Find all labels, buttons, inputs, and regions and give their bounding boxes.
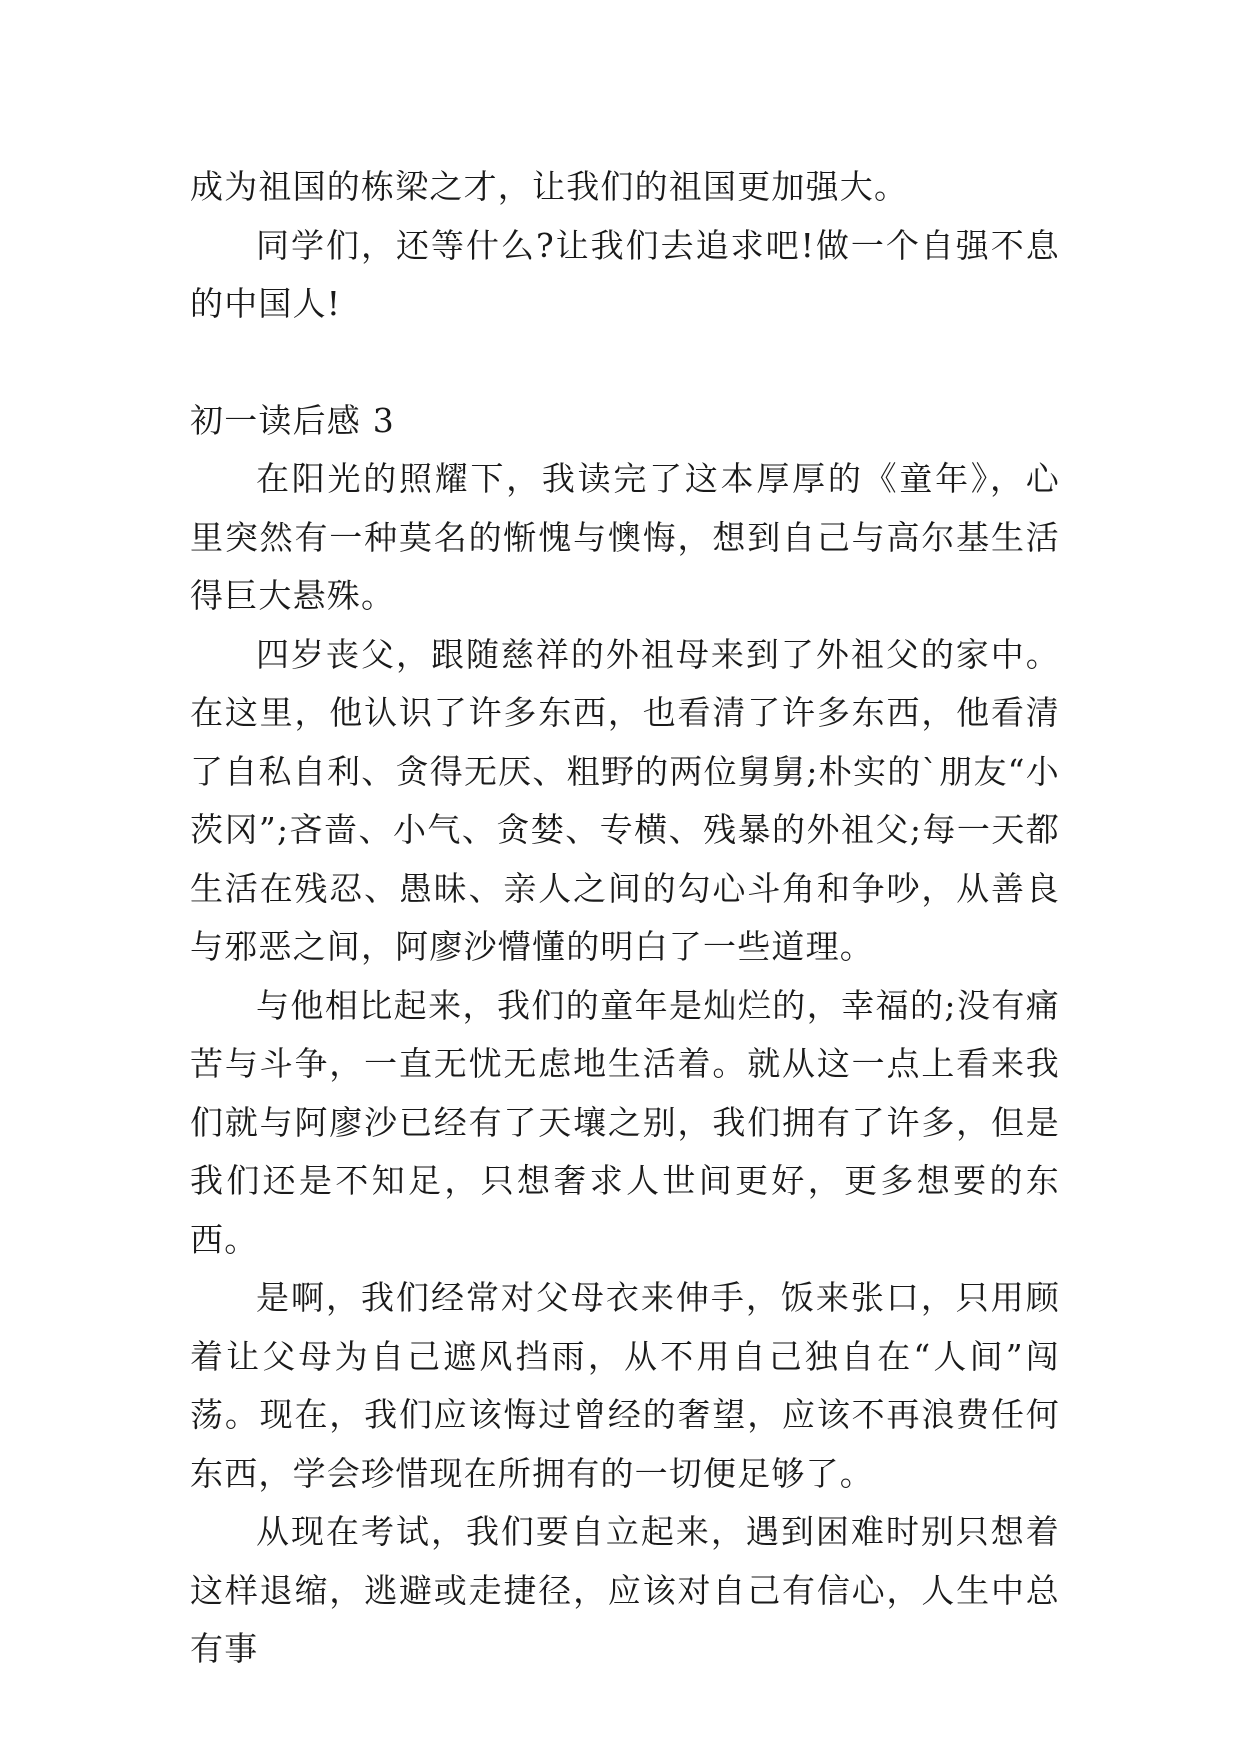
paragraph-4: 是啊，我们经常对父母衣来伸手，饭来张口，只用顾着让父母为自己遮风挡雨，从不用自己独自在“人间”闯荡。现在，我们应该悔过曾经的奢望，应该不再浪费任何东西，学会珍惜现在所拥有的一切便足够了。 bbox=[190, 1278, 1060, 1493]
paragraph-call-to-action: 同学们，还等什么?让我们去追求吧!做一个自强不息的中国人! bbox=[190, 225, 1060, 323]
paragraph-3: 与他相比起来，我们的童年是灿烂的，幸福的;没有痛苦与斗争，一直无忧无虑地生活着。就从这一点上看来我们就与阿廖沙已经有了天壤之别，我们拥有了许多，但是我们还是不知足，只想奢求人世间更好，更多想要的东西。 bbox=[190, 985, 1060, 1259]
paragraph-1: 在阳光的照耀下，我读完了这本厚厚的《童年》，心里突然有一种莫名的惭愧与懊悔，想到自己与高尔基生活得巨大悬殊。 bbox=[190, 459, 1060, 615]
section-title: 初一读后感 3 bbox=[190, 400, 395, 440]
document-body bbox=[190, 158, 1060, 1679]
paragraph-2: 四岁丧父，跟随慈祥的外祖母来到了外祖父的家中。在这里，他认识了许多东西，也看清了许多东西，他看清了自私自利、贪得无厌、粗野的两位舅舅;朴实的`朋友“小茨冈”;吝啬、小气、贪婪、专横、残暴的外祖父;每一天都生活在残忍、愚昧、亲人之间的勾心斗角和争吵，从善良与邪恶之间，阿廖沙懵懂的明白了一些道理。 bbox=[190, 634, 1060, 966]
paragraph-5: 从现在考试，我们要自立起来，遇到困难时别只想着这样退缩，逃避或走捷径，应该对自己有信心，人生中总有事 bbox=[190, 1512, 1060, 1668]
paragraph-continuation: 成为祖国的栋梁之才，让我们的祖国更加强大。 bbox=[190, 167, 909, 206]
